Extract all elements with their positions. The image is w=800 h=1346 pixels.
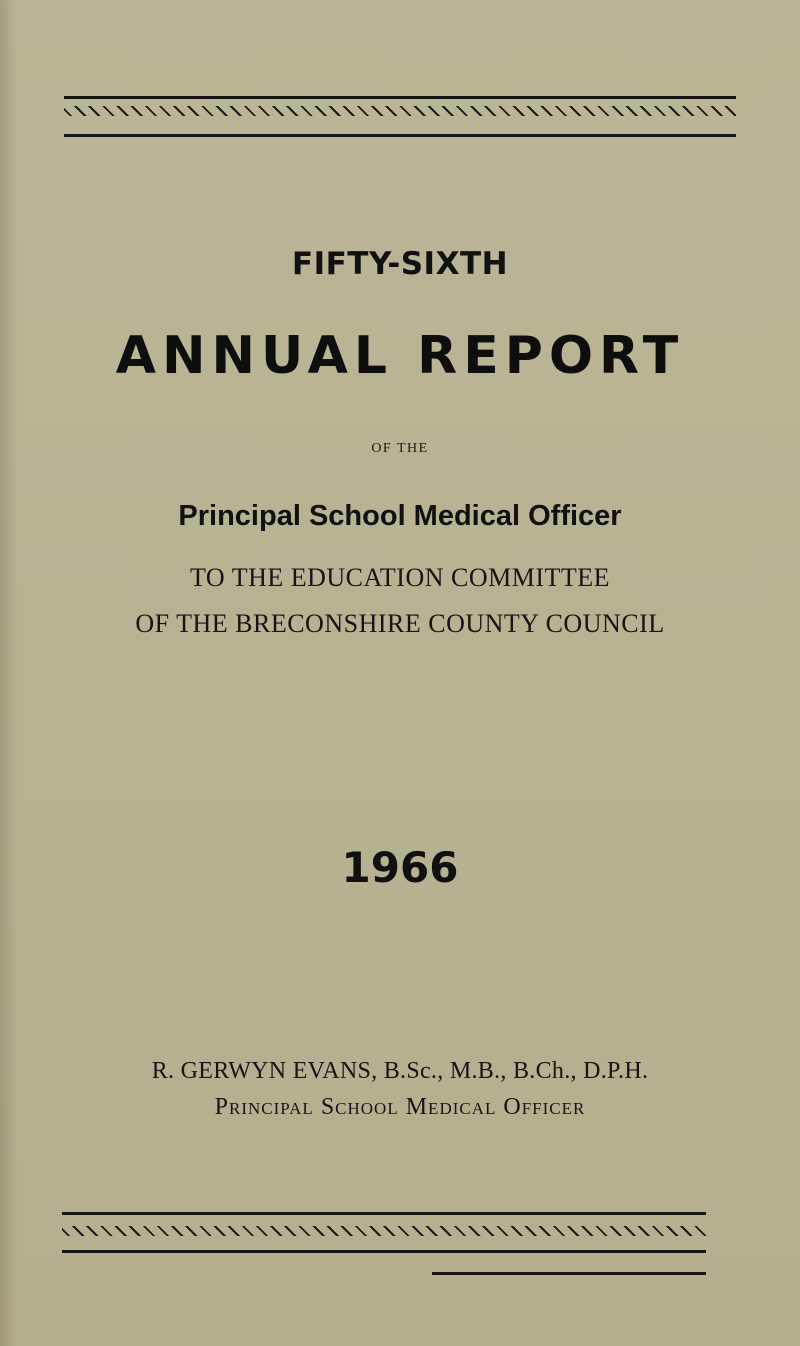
report-year: 1966 — [341, 843, 459, 892]
officer-title: Principal School Medical Officer — [178, 500, 622, 532]
top-rule-lower-line — [64, 134, 736, 137]
bottom-rule-lower-line — [432, 1272, 706, 1275]
of-the-label: OF THE — [371, 441, 429, 456]
bottom-rule-chain-pattern — [62, 1226, 706, 1236]
top-decorative-rule — [64, 96, 736, 140]
bottom-decorative-rule — [62, 1212, 706, 1278]
author-role: Principal School Medical Officer — [214, 1094, 586, 1120]
report-ordinal: FIFTY-SIXTH — [291, 246, 509, 282]
addressee-line-2: OF THE BRECONSHIRE COUNTY COUNCIL — [135, 609, 665, 638]
bottom-rule-middle-line — [62, 1250, 706, 1253]
top-rule-chain-pattern — [64, 106, 736, 116]
bottom-rule-upper-line — [62, 1212, 706, 1215]
addressee-line-1: TO THE EDUCATION COMMITTEE — [189, 563, 611, 592]
author-name: R. GERWYN EVANS, B.Sc., M.B., B.Ch., D.P.H. — [151, 1058, 649, 1084]
top-rule-upper-line — [64, 96, 736, 99]
report-title: ANNUAL REPORT — [115, 326, 685, 386]
